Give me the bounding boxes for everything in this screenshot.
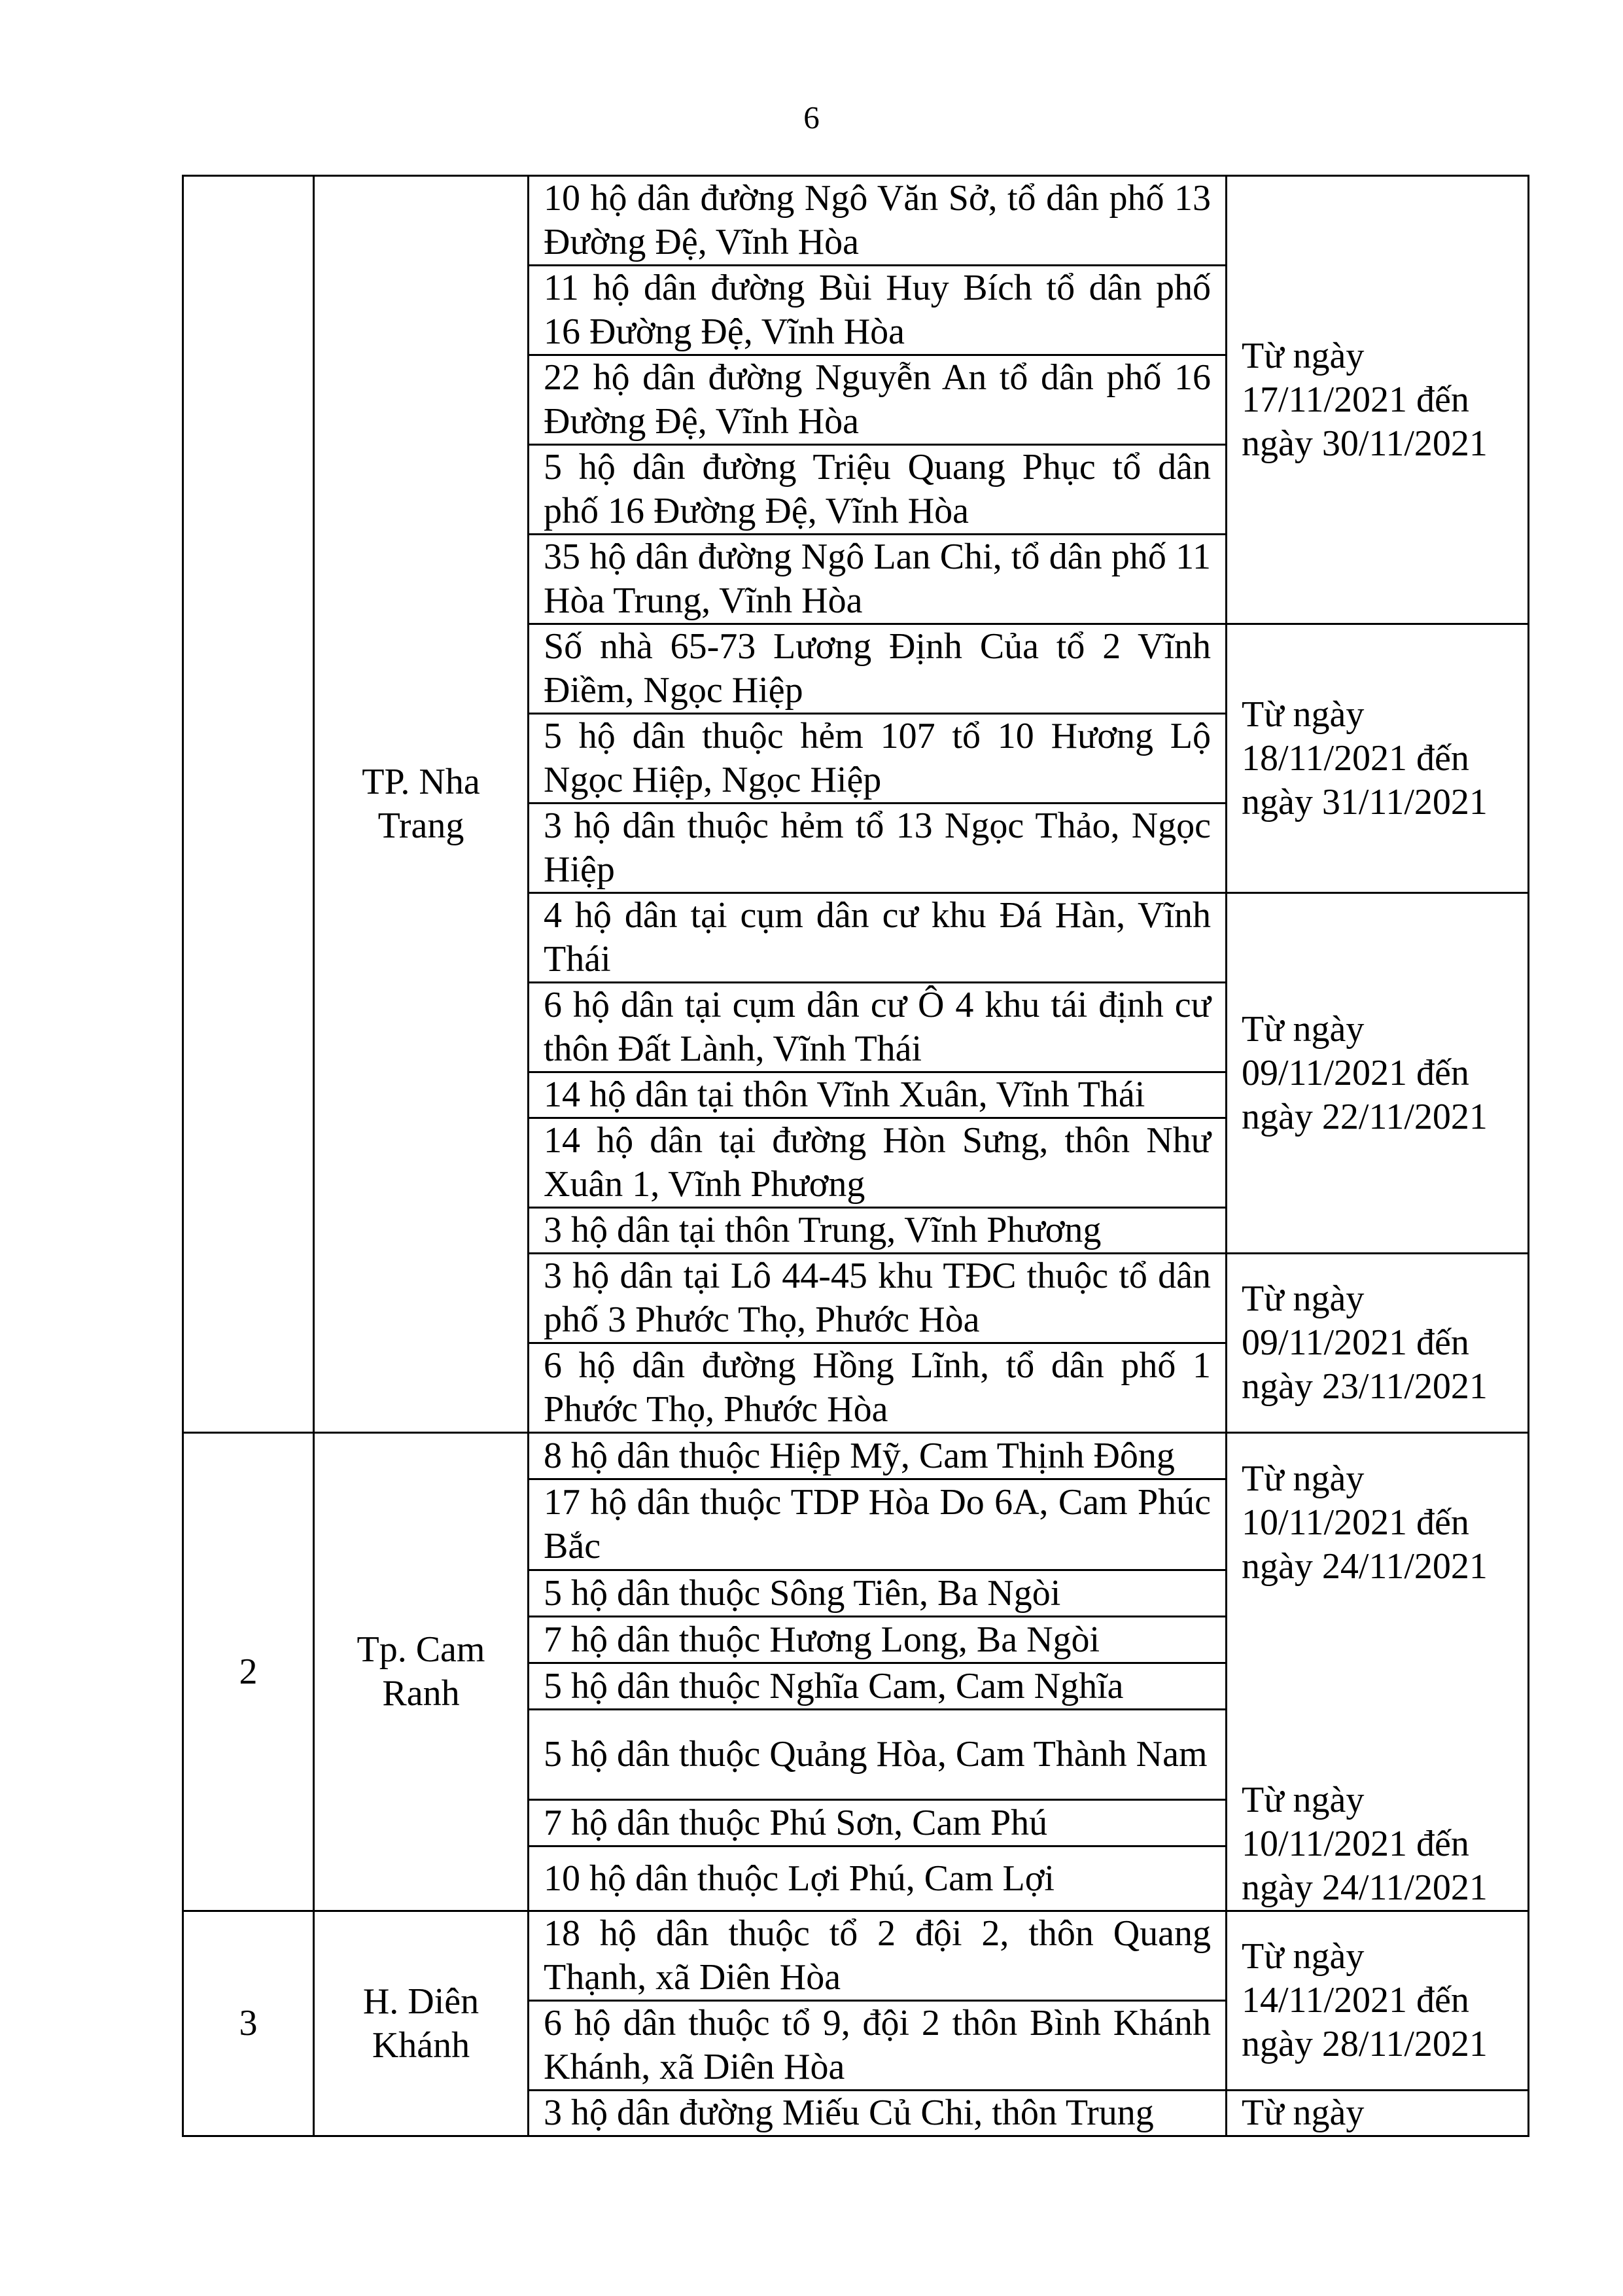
location-cell: 7 hộ dân thuộc Phú Sơn, Cam Phú — [529, 1800, 1227, 1846]
location-cell: Số nhà 65-73 Lương Định Của tổ 2 Vĩnh Điềm, Ngọc Hiệp — [529, 624, 1227, 714]
location-cell: 10 hộ dân đường Ngô Văn Sở, tổ dân phố 13 Đường Đệ, Vĩnh Hòa — [529, 176, 1227, 266]
location-cell: 3 hộ dân tại thôn Trung, Vĩnh Phương — [529, 1208, 1227, 1254]
location-cell: 4 hộ dân tại cụm dân cư khu Đá Hàn, Vĩnh Thái — [529, 893, 1227, 983]
location-cell: 3 hộ dân thuộc hẻm tổ 13 Ngọc Thảo, Ngọc Hiệp — [529, 804, 1227, 893]
period-cell — [1227, 1433, 1529, 1911]
period-text: Từ ngày 10/11/2021 đến ngày 24/11/2021 — [1242, 1780, 1488, 1908]
location-cell: 5 hộ dân thuộc Sông Tiên, Ba Ngòi — [529, 1570, 1227, 1617]
row-number: 2 — [183, 1433, 314, 1911]
table-row — [183, 176, 1529, 266]
period-cell: Từ ngày 09/11/2021 đến ngày 23/11/2021 — [1227, 1254, 1529, 1433]
location-cell: 5 hộ dân đường Triệu Quang Phục tổ dân phố 16 Đường Đệ, Vĩnh Hòa — [529, 445, 1227, 535]
period-cell: Từ ngày 14/11/2021 đến ngày 28/11/2021 — [1227, 1911, 1529, 2091]
location-cell: 6 hộ dân thuộc tổ 9, đội 2 thôn Bình Khánh Khánh, xã Diên Hòa — [529, 2001, 1227, 2091]
location-cell: 6 hộ dân đường Hồng Lĩnh, tổ dân phố 1 Phước Thọ, Phước Hòa — [529, 1343, 1227, 1433]
period-cell: Từ ngày 09/11/2021 đến ngày 22/11/2021 — [1227, 893, 1529, 1254]
period-cell: Từ ngày — [1227, 2091, 1529, 2136]
location-cell: 8 hộ dân thuộc Hiệp Mỹ, Cam Thịnh Đông — [529, 1433, 1227, 1479]
location-cell: 18 hộ dân thuộc tổ 2 đội 2, thôn Quang Thạnh, xã Diên Hòa — [529, 1911, 1227, 2001]
location-cell: 14 hộ dân tại thôn Vĩnh Xuân, Vĩnh Thái — [529, 1072, 1227, 1118]
page-number: 6 — [803, 99, 820, 135]
location-cell: 6 hộ dân tại cụm dân cư Ô 4 khu tái định cư thôn Đất Lành, Vĩnh Thái — [529, 983, 1227, 1072]
table-row — [183, 1911, 1529, 2001]
location-cell: 5 hộ dân thuộc Nghĩa Cam, Cam Nghĩa — [529, 1663, 1227, 1710]
location-cell: 35 hộ dân đường Ngô Lan Chi, tổ dân phố 11 Hòa Trung, Vĩnh Hòa — [529, 535, 1227, 624]
table-row — [183, 1433, 1529, 1479]
row-number — [183, 176, 314, 1433]
location-cell: 7 hộ dân thuộc Hương Long, Ba Ngòi — [529, 1617, 1227, 1663]
unit-name: TP. Nha Trang — [314, 176, 529, 1433]
location-cell: 10 hộ dân thuộc Lợi Phú, Cam Lợi — [529, 1846, 1227, 1911]
location-cell: 3 hộ dân đường Miếu Củ Chi, thôn Trung — [529, 2091, 1227, 2136]
row-number: 3 — [183, 1911, 314, 2136]
quarantine-schedule-table — [182, 175, 1529, 2137]
period-cell: Từ ngày 17/11/2021 đến ngày 30/11/2021 — [1227, 176, 1529, 624]
period-cell: Từ ngày 18/11/2021 đến ngày 31/11/2021 — [1227, 624, 1529, 893]
location-cell: 5 hộ dân thuộc Quảng Hòa, Cam Thành Nam — [529, 1710, 1227, 1800]
location-cell: 3 hộ dân tại Lô 44-45 khu TĐC thuộc tổ dân phố 3 Phước Thọ, Phước Hòa — [529, 1254, 1227, 1343]
unit-name: H. Diên Khánh — [314, 1911, 529, 2136]
unit-name: Tp. Cam Ranh — [314, 1433, 529, 1911]
location-cell: 5 hộ dân thuộc hẻm 107 tổ 10 Hương Lộ Ngọc Hiệp, Ngọc Hiệp — [529, 714, 1227, 804]
location-cell: 17 hộ dân thuộc TDP Hòa Do 6A, Cam Phúc Bắc — [529, 1479, 1227, 1570]
location-cell: 22 hộ dân đường Nguyễn An tổ dân phố 16 Đường Đệ, Vĩnh Hòa — [529, 355, 1227, 445]
location-cell: 11 hộ dân đường Bùi Huy Bích tổ dân phố 16 Đường Đệ, Vĩnh Hòa — [529, 266, 1227, 355]
period-text: Từ ngày 10/11/2021 đến ngày 24/11/2021 — [1242, 1458, 1488, 1587]
location-cell: 14 hộ dân tại đường Hòn Sưng, thôn Như Xuân 1, Vĩnh Phương — [529, 1118, 1227, 1208]
